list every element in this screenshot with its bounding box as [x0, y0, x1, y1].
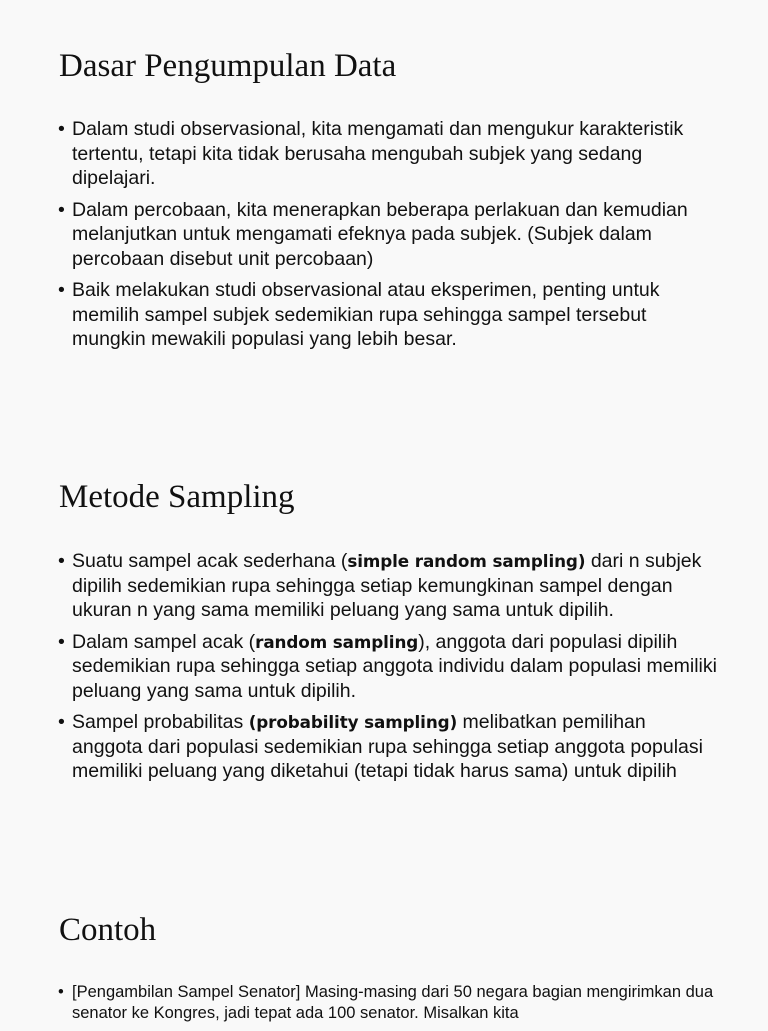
- slide-title: Contoh: [59, 912, 157, 948]
- bullet-term: simple random sampling): [347, 551, 586, 571]
- bullet-term: random sampling: [255, 631, 419, 652]
- bullet-text: Suatu sampel acak sederhana (: [72, 550, 348, 572]
- bullet-item: • Dalam studi observasional, kita mengamati dan mengukur karakteristik tertentu, tetapi kita tidak berusaha mengubah subjek yang sedang dipelajari.: [58, 117, 718, 191]
- bullet-text: dari n subjek dipilih sedemikian rupa sehingga setiap kemungkinan sampel dengan ukuran n yang sama memiliki peluang yang sama untuk dipilih.: [72, 550, 702, 621]
- slide-title: Metode Sampling: [59, 479, 295, 515]
- bullet-text: ), anggota dari populasi dipilih sedemikian rupa sehingga setiap anggota individu dalam populasi memiliki peluang yang sama untuk dipilih.: [72, 630, 717, 702]
- bullet-text: Dalam sampel acak (: [72, 630, 256, 653]
- slide-title: Dasar Pengumpulan Data: [59, 48, 397, 84]
- bullet-item: • [Pengambilan Sampel Senator] Masing-masing dari 50 negara bagian mengirimkan dua senator ke Kongres, jadi tepat ada 100 senator. Misalkan kita: [58, 982, 718, 1024]
- bullet-item: • Dalam percobaan, kita menerapkan beberapa perlakuan dan kemudian melanjutkan untuk mengamati efeknya pada subjek. (Subjek dalam percobaan disebut unit percobaan): [58, 198, 718, 272]
- bullet-item: • Baik melakukan studi observasional atau eksperimen, penting untuk memilih sampel subjek sedemikian rupa sehingga sampel tersebut mungkin mewakili populasi yang lebih besar.: [58, 278, 718, 352]
- bullet-text: melibatkan pemilihan anggota dari populasi sedemikian rupa sehingga setiap anggota populasi memiliki peluang yang diketahui (tetapi tidak harus sama) untuk dipilih: [72, 711, 703, 782]
- bullet-term: (probability sampling): [248, 712, 458, 732]
- bullet-text: Sampel probabilitas: [72, 711, 249, 733]
